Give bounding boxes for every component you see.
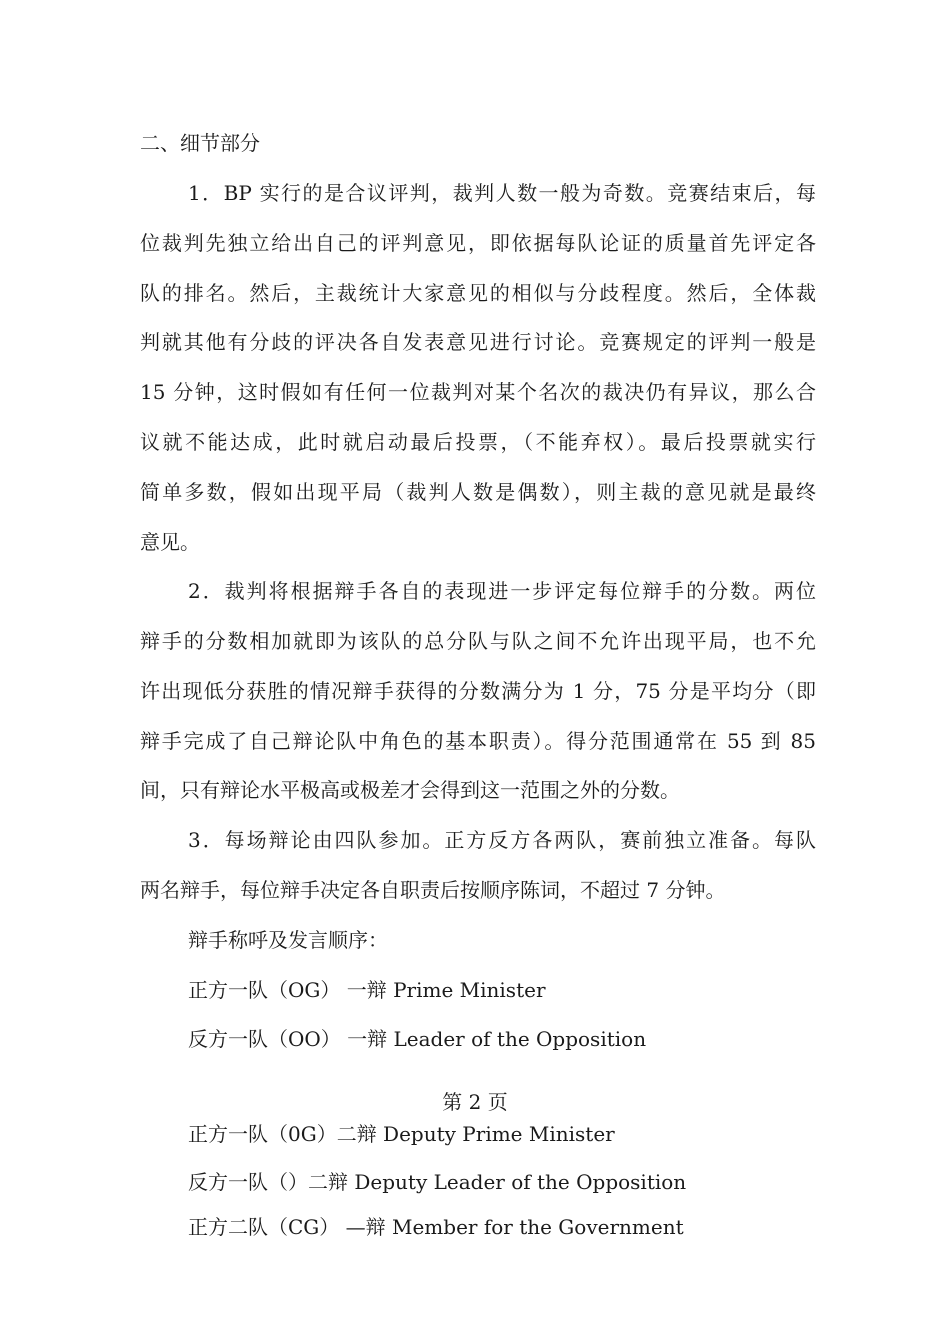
paragraph-1-line: 1．BP 实行的是合议评判，裁判人数一般为奇数。竞赛结束后，每 bbox=[188, 181, 816, 205]
paragraph-2-line: 辩手完成了自己辩论队中角色的基本职责）。得分范围通常在 55 到 85 bbox=[140, 729, 816, 753]
paragraph-3-line: 两名辩手，每位辩手决定各自职责后按顺序陈词，不超过 7 分钟。 bbox=[140, 878, 726, 902]
paragraph-2-line: 辩手的分数相加就即为该队的总分队与队之间不允许出现平局，也不允 bbox=[140, 629, 816, 653]
speaker-row: 反方一队（）二辩 Deputy Leader of the Opposition bbox=[188, 1170, 687, 1194]
paragraph-1-line: 简单多数，假如出现平局（裁判人数是偶数），则主裁的意见就是最终 bbox=[140, 480, 816, 504]
paragraph-1-line: 队的排名。然后，主裁统计大家意见的相似与分歧程度。然后，全体裁 bbox=[140, 281, 816, 305]
speaking-order-heading: 辩手称呼及发言顺序： bbox=[188, 928, 388, 952]
speaker-row: 反方一队（OO） 一辩 Leader of the Opposition bbox=[188, 1027, 647, 1051]
paragraph-1-line: 位裁判先独立给出自己的评判意见，即依据每队论证的质量首先评定各 bbox=[140, 231, 816, 255]
page-number: 第 2 页 bbox=[442, 1090, 508, 1114]
speaker-row: 正方一队（0G）二辩 Deputy Prime Minister bbox=[188, 1122, 615, 1146]
paragraph-2-line: 间，只有辩论水平极高或极差才会得到这一范围之外的分数。 bbox=[140, 778, 680, 802]
paragraph-3-line: 3．每场辩论由四队参加。正方反方各两队，赛前独立准备。每队 bbox=[188, 828, 816, 852]
paragraph-1-line: 15 分钟，这时假如有任何一位裁判对某个名次的裁决仍有异议，那么合 bbox=[140, 380, 816, 404]
speaker-row: 正方一队（OG） 一辩 Prime Minister bbox=[188, 978, 546, 1002]
paragraph-2-line: 许出现低分获胜的情况辩手获得的分数满分为 1 分，75 分是平均分（即 bbox=[140, 679, 816, 703]
paragraph-2-line: 2．裁判将根据辩手各自的表现进一步评定每位辩手的分数。两位 bbox=[188, 579, 816, 603]
paragraph-1-line: 判就其他有分歧的评决各自发表意见进行讨论。竞赛规定的评判一般是 bbox=[140, 330, 816, 354]
speaker-row: 正方二队（CG） —辩 Member for the Government bbox=[188, 1215, 684, 1239]
section-heading: 二、细节部分 bbox=[140, 131, 260, 155]
paragraph-1-line: 议就不能达成，此时就启动最后投票，（不能弃权）。最后投票就实行 bbox=[140, 430, 816, 454]
paragraph-1-line: 意见。 bbox=[140, 530, 200, 554]
